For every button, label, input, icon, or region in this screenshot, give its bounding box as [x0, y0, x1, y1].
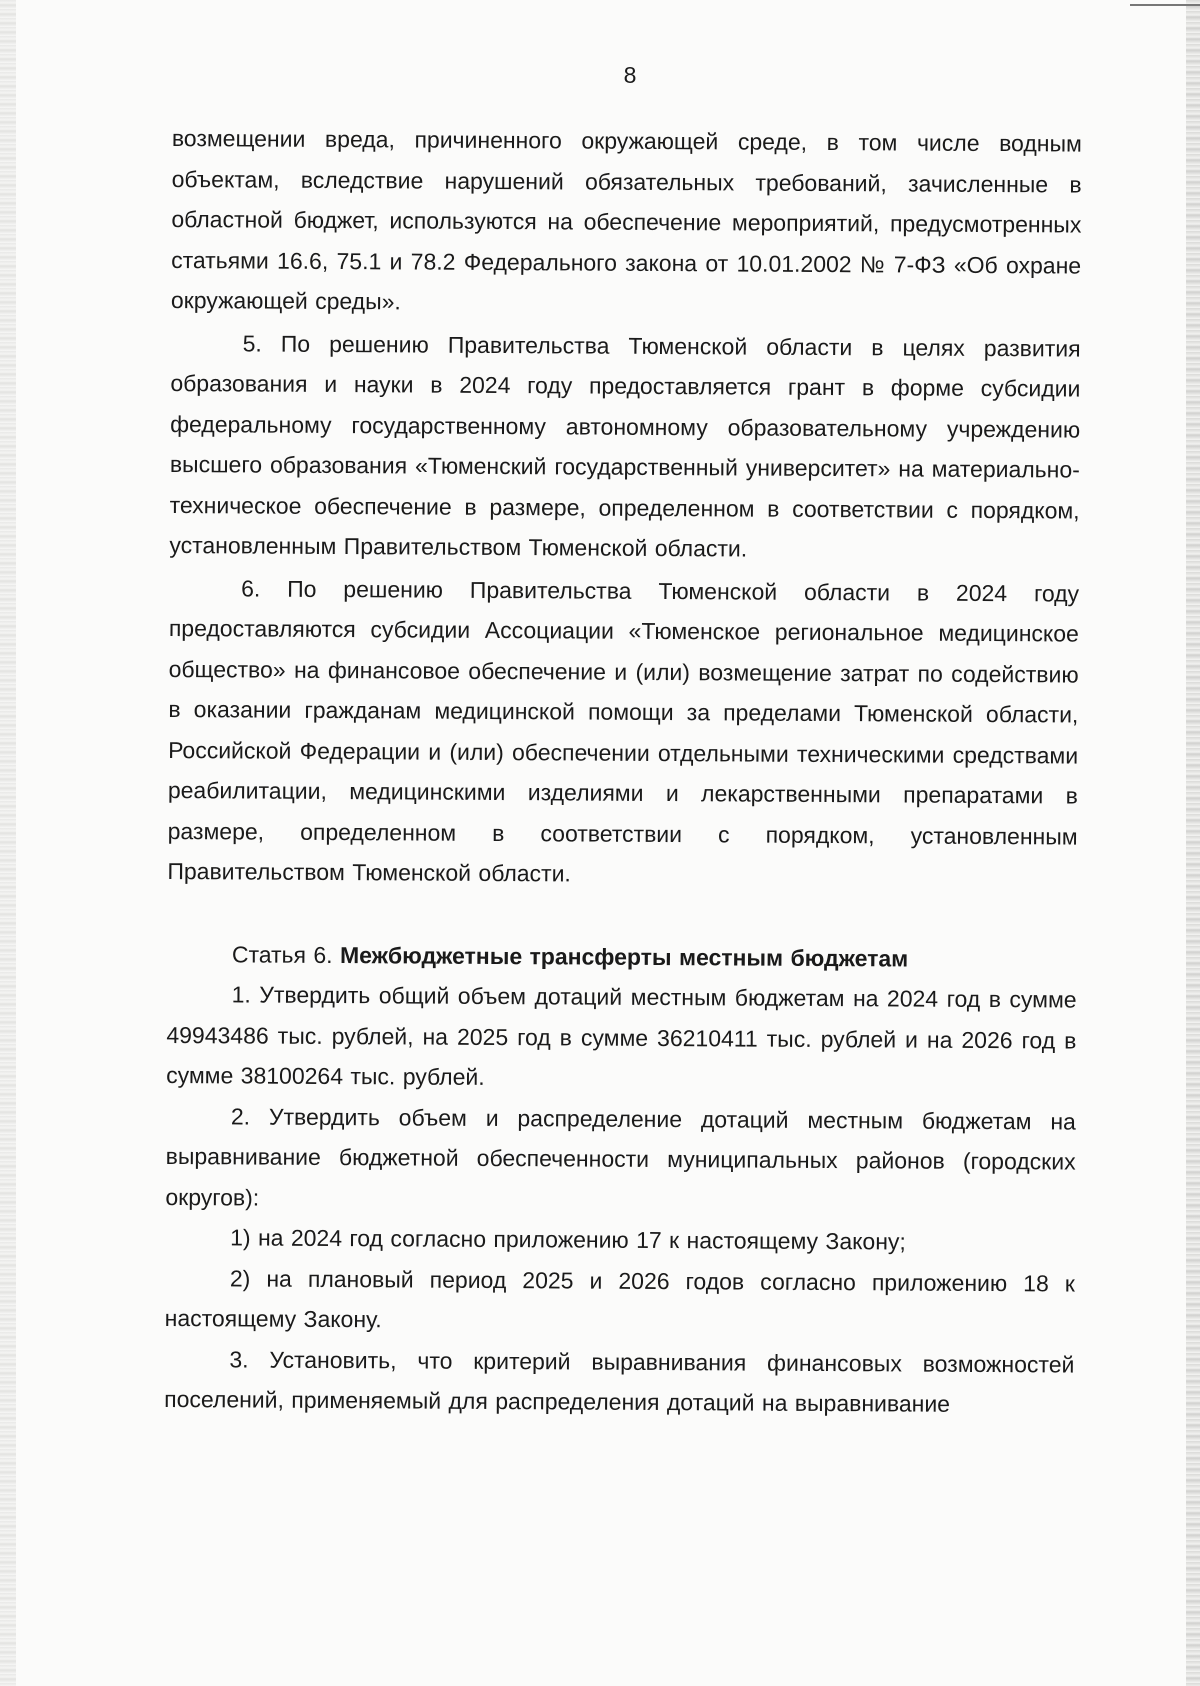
scan-edge-mark [1130, 4, 1200, 6]
article-item-3: 3. Установить, что критерий выравнивания финансовых возможностей поселений, применяемый для распределения дотаций на выравнивание [164, 1345, 1075, 1417]
article-heading [167, 933, 1077, 979]
paragraph-continuation: возмещении вреда, причиненного окружающей среде, в том числе водным объектам, вследствие нарушений обязательных требований, зачисленные в областной бюджет, используются на обеспечение мероприятий, предусмотренных статьями 16.6, 75.1 и 78.2 Федерального закона от 10.01.2002 № 7-ФЗ «Об охране окружающей среды». [170, 124, 1082, 315]
scan-edge-right [1186, 0, 1200, 1686]
paragraph-6: 6. По решению Правительства Тюменской области в 2024 году предоставляются субсидии Ассоциации «Тюменское региональное медицинское общество» на финансовое обеспечение и (или) возмещение затрат по содействию в оказании гражданам медицинской помощи за пределами Тюменской области, Российской Федерации и (или) обеспечении отдельными техническими средствами реабилитации, медицинскими изделиями и лекарственными препаратами в размере, определенном в соответствии с порядком, установленным Правительством Тюменской области. [167, 574, 1080, 887]
page-number: 8 [623, 62, 637, 88]
article-item-2: 2. Утвердить объем и распределение дотаций местным бюджетам на выравнивание бюджетной обеспеченности муниципальных районов (городских округов): [165, 1102, 1076, 1211]
article-prefix: Статья 6. [231, 940, 333, 968]
article-subitem-2-1: 1) на 2024 год согласно приложению 17 к настоящему Закону; [230, 1224, 906, 1255]
article-subitem-2-2: 2) на плановый период 2025 и 2026 годов согласно приложению 18 к настоящему Закону. [164, 1264, 1075, 1333]
article-title: Межбюджетные трансферты местным бюджетам [339, 941, 909, 972]
paragraph-5: 5. По решению Правительства Тюменской области в целях развития образования и науки в 2024 году предоставляется грант в форме субсидии федеральному государственному автономному образовательному учреждению высшего образования «Тюменский государственный университет» на материально-техническое обеспечение в размере, определенном в соответствии с порядком, установленным Правительством Тюменской области. [169, 329, 1081, 562]
article-item-1: 1. Утвердить общий объем дотаций местным бюджетам на 2024 год в сумме 49943486 тыс. рублей, на 2025 год в сумме 36210411 тыс. рублей и на 2026 год в сумме 38100264 тыс. рублей. [166, 981, 1077, 1090]
document-body [164, 118, 1082, 1425]
scan-edge-left [0, 0, 16, 1686]
